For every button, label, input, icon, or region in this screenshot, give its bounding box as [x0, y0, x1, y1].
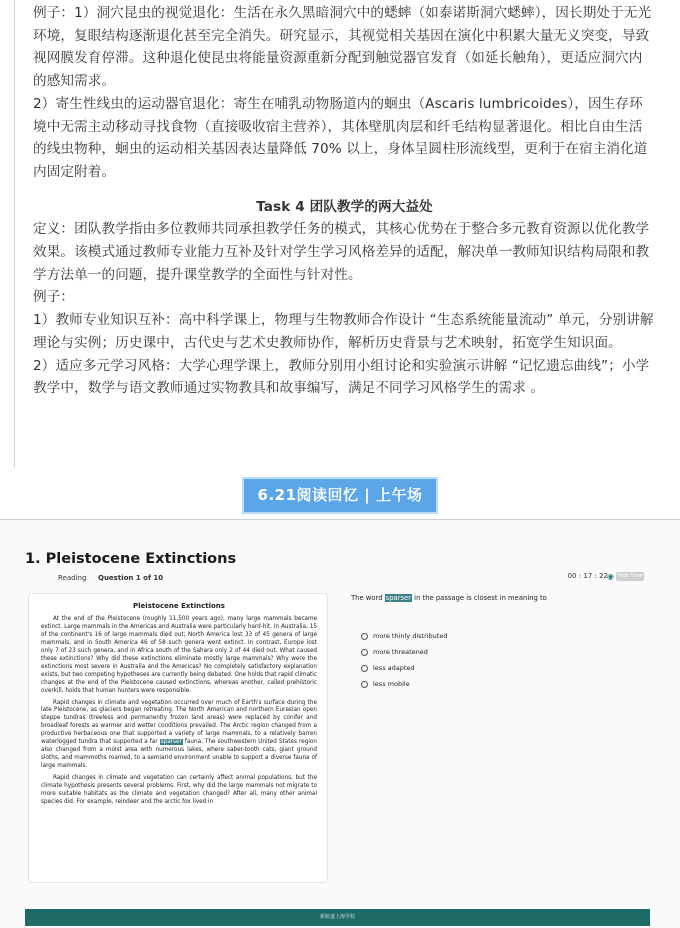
example-label: 例子： [33, 289, 75, 306]
eye-icon[interactable]: ◉ [607, 572, 614, 581]
option-label: more threatened [373, 648, 428, 656]
question-stem [351, 594, 547, 602]
test-title: 1. Pleistocene Extinctions [25, 551, 237, 567]
answer-option[interactable] [361, 644, 447, 660]
answer-option[interactable] [361, 628, 447, 644]
definition-paragraph: 定义：团队教学指由多位教师共同承担教学任务的模式，其核心优势在于整合多元教育资源以优化教学效果。该模式通过教师专业能力互补及针对学生学习风格差异的适配，解决单一教师知识结构局限和教学方法单一的问题，提升课堂教学的全面性与针对性。 [33, 221, 650, 283]
radio-icon[interactable] [361, 649, 368, 656]
question-text: The word [351, 594, 385, 602]
section-label: Reading [58, 574, 87, 582]
passage-title: Pleistocene Extinctions [133, 602, 225, 610]
banner-wrap [0, 477, 680, 514]
question-text: in the passage is closest in meaning to [412, 594, 547, 602]
passage-panel[interactable] [28, 593, 328, 883]
option-label: more thinly distributed [373, 632, 448, 640]
section-banner: 6.21阅读回忆 | 上午场 [242, 477, 439, 514]
task-title: Task 4 团队教学的两大益处 [256, 198, 433, 215]
test-screenshot [0, 519, 680, 928]
test-toolbar [28, 572, 648, 586]
footer-bar: 新航道上海学校 [25, 909, 650, 926]
answer-option[interactable] [361, 660, 447, 676]
passage-paragraph-1: At the end of the Pleistocene (roughly 11,500 years ago), many large mammals became extinct. Large mammals in the Americas and Australia were particularly hard-hit. In Australia, 15 of the continent's 16 of large mammals died out; North America lost 33 of 45 genera of large mammals, and in South America 46 of 58 such genera went extinct. In contrast, Europe lost only 7 of 23 such genera, and in Africa south of the Sahara only 2 of 44 died out. What caused these extinctions? Why did these extinctions eliminate mostly large mammals? Why were the extinctions most severe in Australia and the Americas? No completely satisfactory explanation exists, but two competing hypotheses are currently being debated. One holds that rapid climatic changes at the end of the Pleistocene caused extinctions, whereas another, called prehistoric overkill, holds that human hunters were responsible. [41, 616, 317, 694]
option-label: less mobile [373, 680, 410, 688]
option-label: less adapted [373, 664, 415, 672]
question-counter: Question 1 of 10 [98, 574, 164, 582]
article-section [14, 0, 666, 468]
timer: 00 : 17 : 22 [567, 572, 608, 580]
example-paragraph-2: 2）寄生性线虫的运动器官退化：寄生在哺乳动物肠道内的蛔虫（Ascaris lumbricoides），因生存环境中无需主动移动寻找食物（直接吸收宿主营养），其体壁肌肉层和纤毛结构显著退化。相比自由生活的线虫物种，蛔虫的运动相关基因表达量降低 70% 以上，身体呈圆柱形流线型，更利于在宿主消化道内固定附着。 [33, 95, 648, 180]
highlighted-word: sparser [160, 739, 182, 746]
passage-paragraph-3: Rapid changes in climate and vegetation can certainly affect animal populations, but the climate hypothesis presents several problems. First, why did the large mammals not migrate to more suitable habitats as the climate and vegetation changed? After all, many other animal species did. For example, reindeer and the arctic fox lived in [41, 775, 317, 805]
radio-icon[interactable] [361, 633, 368, 640]
passage-paragraph-2 [41, 700, 317, 772]
example-paragraph-4: 2）适应多元学习风格：大学心理学课上，教师分别用小组讨论和实验演示讲解 “记忆遗忘曲线”；小学教学中，数学与语文教师通过实物教具和故事编写，满足不同学习风格学生的需求 。 [33, 357, 650, 397]
answer-option[interactable] [361, 676, 447, 692]
example-paragraph-3: 1）教师专业知识互补：高中科学课上，物理与生物教师合作设计 “生态系统能量流动” 单元，分别讲解理论与实例；历史课中，古代史与艺术史教师协作，解析历史背景与艺术映射，拓宽学生知识面。 [33, 312, 654, 351]
answer-options [361, 628, 447, 692]
question-highlighted-word: sparser [385, 594, 412, 602]
radio-icon[interactable] [361, 665, 368, 672]
example-paragraph-1: 例子：1）洞穴昆虫的视觉退化：生活在永久黑暗洞穴中的蟋蟀（如泰诺斯洞穴蟋蟀），因长期处于无光环境，复眼结构逐渐退化甚至完全消失。研究显示，其视觉相关基因在演化中积累大量无义突变，导致视网膜发育停滞。这种退化使昆虫将能量资源重新分配到触觉器官发育（如延长触角），更适应洞穴内的感知需求。 [33, 5, 652, 90]
radio-icon[interactable] [361, 681, 368, 688]
passage-text: Rapid changes in climate and vegetation occurred over much of Earth's surface during the late Pleistocene, as glaciers began retreating. The North American and northern Eurasian open steppe tundras (treeless and permanently frozen land areas) were replaced by conifer and broadleaf forests as warmer and wetter conditions prevailed. The Arctic region changed from a productive herbaceous one that supported a variety of large mammals, to a relatively barren waterlogged tundra that supported a far [41, 699, 317, 746]
passage-text: fauna. The southwestern United States region also changed from a moist area with numerous lakes, where saber-tooth cats, giant ground sloths, and mammoths roamed, to a semiarid environment unable to support a diverse fauna of large mammals. [41, 739, 317, 770]
hide-time-button[interactable]: Hide Time [617, 573, 643, 579]
